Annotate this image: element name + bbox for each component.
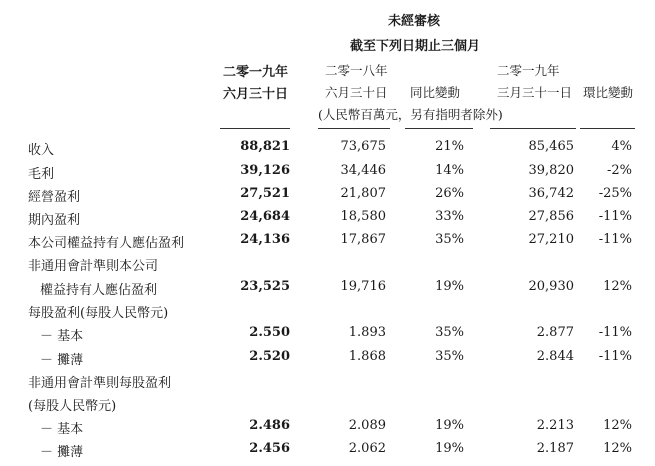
header-rule-col1 (220, 128, 290, 129)
value-2019q2: 23,525 (240, 279, 290, 294)
value-qoq: -11% (598, 325, 632, 340)
value-qoq: 12% (603, 279, 632, 294)
row-label: 非通用會計準則每股盈利 (28, 376, 172, 391)
col1-header-line2: 六月三十日 (223, 87, 289, 102)
value-2018q2: 34,446 (340, 163, 386, 178)
header-period: 截至下列日期止三個月 (350, 39, 481, 54)
value-2019q1: 27,856 (528, 209, 574, 224)
value-qoq: 4% (611, 139, 632, 154)
value-2019q1: 2.187 (536, 441, 574, 456)
row-label: 期內盈利 (28, 213, 81, 228)
value-yoy: 35% (435, 349, 464, 364)
value-2019q1: 20,930 (528, 279, 574, 294)
value-qoq: 12% (603, 418, 632, 433)
header-unaudited: 未經審核 (388, 14, 441, 29)
col2-header-line1: 二零一八年 (325, 63, 388, 78)
value-2019q2: 88,821 (240, 139, 290, 154)
row-label: (每股人民幣元) (28, 399, 117, 414)
value-yoy: 19% (435, 279, 464, 294)
value-2018q2: 1.893 (348, 325, 386, 340)
value-2018q2: 2.062 (348, 441, 386, 456)
value-yoy: 14% (435, 163, 464, 178)
value-2019q2: 27,521 (240, 186, 290, 201)
row-label: 非通用會計準則本公司 (28, 259, 159, 274)
value-2019q1: 2.844 (536, 349, 574, 364)
value-2019q1: 36,742 (528, 186, 574, 201)
header-rule-col3 (405, 128, 473, 129)
value-qoq: -11% (598, 349, 632, 364)
header-rule-col2 (318, 128, 390, 129)
value-2019q2: 2.520 (249, 349, 290, 364)
value-2018q2: 73,675 (340, 139, 386, 154)
value-yoy: 35% (435, 325, 464, 340)
col1-header-line1: 二零一九年 (223, 65, 289, 80)
col4-header-line2: 三月三十一日 (497, 85, 573, 100)
value-2018q2: 19,716 (340, 279, 386, 294)
value-qoq: -11% (598, 209, 632, 224)
col5-header: 環比變動 (583, 85, 634, 100)
value-2019q1: 27,210 (528, 232, 574, 247)
value-2019q2: 24,136 (240, 232, 290, 247)
value-2019q2: 2.456 (249, 441, 290, 456)
unit-note: (人民幣百萬元，另有指明者除外) (318, 107, 503, 122)
value-qoq: -2% (606, 163, 632, 178)
value-2019q2: 2.550 (249, 325, 290, 340)
header-rule-col5 (580, 128, 635, 129)
row-label: － 基本 (40, 422, 84, 437)
row-label: 經營盈利 (28, 190, 81, 205)
value-2019q1: 2.213 (536, 418, 574, 433)
col2-header-line2: 六月三十日 (325, 85, 388, 100)
value-2019q2: 24,684 (240, 209, 290, 224)
row-label: － 攤薄 (40, 353, 84, 368)
col4-header-line1: 二零一九年 (497, 63, 560, 78)
value-2018q2: 21,807 (340, 186, 386, 201)
value-qoq: 12% (603, 441, 632, 456)
row-label: 權益持有人應佔盈利 (40, 283, 158, 298)
value-2019q2: 2.486 (249, 418, 290, 433)
value-2019q2: 39,126 (240, 163, 290, 178)
col3-header: 同比變動 (410, 85, 461, 100)
row-label: － 攤薄 (40, 445, 84, 460)
value-yoy: 26% (435, 186, 464, 201)
value-qoq: -25% (598, 186, 632, 201)
row-label: 每股盈利(每股人民幣元) (28, 306, 169, 321)
value-2018q2: 17,867 (340, 232, 386, 247)
row-label: － 基本 (40, 329, 84, 344)
value-yoy: 33% (435, 209, 464, 224)
row-label: 毛利 (28, 167, 55, 182)
row-label: 本公司權益持有人應佔盈利 (28, 236, 185, 251)
value-2018q2: 2.089 (348, 418, 386, 433)
value-2018q2: 18,580 (340, 209, 386, 224)
header-rule-col4 (490, 128, 576, 129)
value-yoy: 35% (435, 232, 464, 247)
value-2019q1: 2.877 (536, 325, 574, 340)
value-2018q2: 1.868 (348, 349, 386, 364)
value-yoy: 19% (435, 418, 464, 433)
value-2019q1: 39,820 (528, 163, 574, 178)
value-qoq: -11% (598, 232, 632, 247)
value-2019q1: 85,465 (528, 139, 574, 154)
value-yoy: 21% (435, 139, 464, 154)
value-yoy: 19% (435, 441, 464, 456)
row-label: 收入 (28, 143, 55, 158)
